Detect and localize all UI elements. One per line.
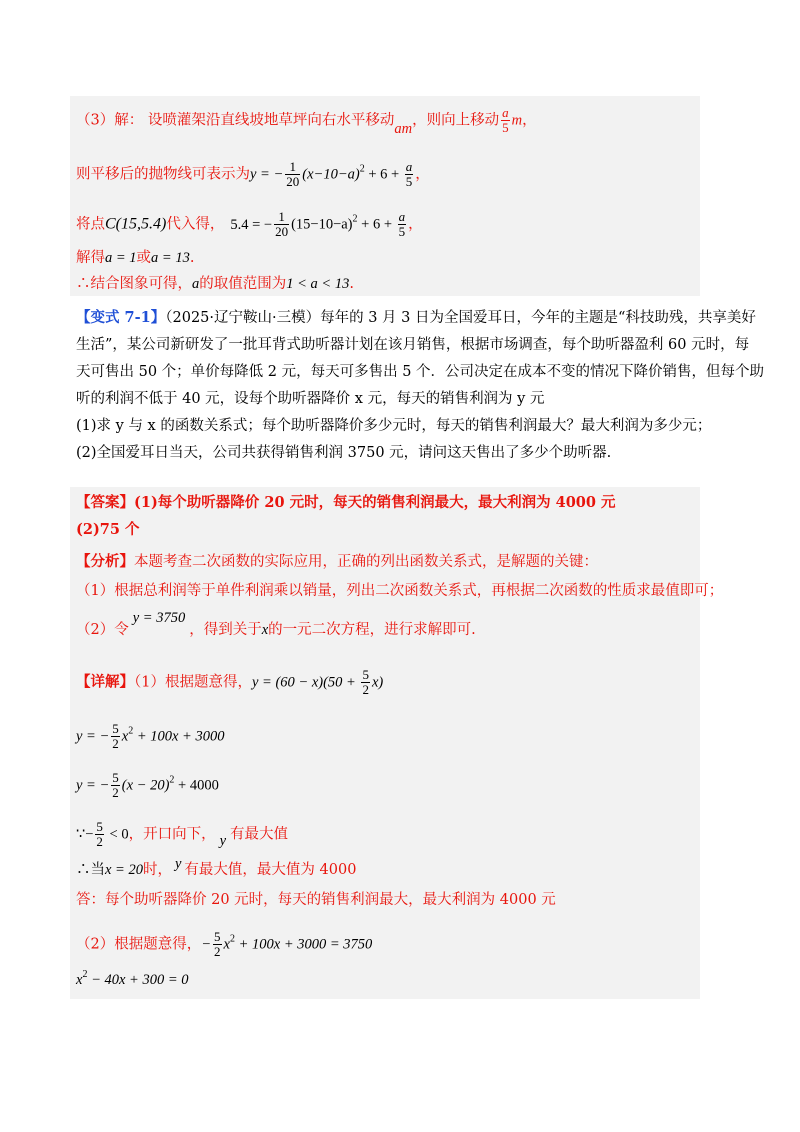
part3-label: （3）解：: [76, 112, 144, 129]
equation-2: y = − $\frac{5}{2}$ $(x - 20)^2 + 4000$: [76, 770, 219, 800]
part3-line3: 将点C(15,5.4)代入得， 5.4 = − $\frac{1}{20}$ $(15-10-a)^2 + 6$ + $\frac{a}{5}$ ，: [76, 209, 423, 239]
problem-line2: 生活”，某公司新研发了一批耳背式助听器计划在该月销售，根据市场调查，每个助听器盈利 60 元时，每: [76, 337, 750, 353]
variant-tag: 【变式 7-1】: [76, 309, 166, 326]
part3-line5: ∴结合图象可得，a的取值范围为1 < a < 13.: [76, 276, 354, 292]
part3-line2: 则平移后的抛物线可表示为y = − $\frac{1}{20}$ $(x-10-a)^2 + 6$ + $\frac{a}{5}$ ，: [76, 159, 430, 189]
answer-line1: 【答案】(1)每个助听器降价 20 元时，每天的销售利润最大，最大利润为 4000 元: [76, 494, 616, 511]
question-1: (1)求 y 与 x 的函数关系式；每个助听器降价多少元时，每天的销售利润最大？最大利润为多少元；: [76, 418, 712, 434]
problem-line3: 天可售出 50 个；单价每降低 2 元，每天可多售出 5 个．公司决定在成本不变的情况下降价销售，但每个助: [76, 364, 765, 380]
problem-line1: 【变式 7-1】（2025·辽宁鞍山·三模）每年的 3 月 3 日为全国爱耳日，今年的主题是“科技助残，共享美好: [76, 309, 756, 326]
answer-tag: 【答案】: [76, 494, 134, 511]
detail-line1: 【详解】（1）根据题意得，y = (60 − x)(50 + $\frac{5}{2}$ x): [76, 667, 384, 697]
answer-line2: (2)75 个: [76, 521, 140, 538]
analysis-tag: 【分析】: [76, 553, 134, 570]
equation-1: y = − $\frac{5}{2}$ $x^2 + 100x + 3000$: [76, 721, 225, 751]
question-2: (2)全国爱耳日当天，公司共获得销售利润 3750 元，请问这天售出了多少个助听器.: [76, 445, 612, 461]
equation-3: $x^2 - 40x + 300 = 0$: [76, 969, 189, 988]
inequality-line: ∵− $\frac{5}{2}$ < 0，开口向下， y 有最大值: [76, 819, 289, 849]
analysis-line: 【分析】本题考查二次函数的实际应用，正确的列出函数关系式，是解题的关键：: [76, 553, 598, 570]
answer-summary: 答：每个助听器降价 20 元时，每天的销售利润最大，最大利润为 4000 元: [76, 892, 556, 908]
part3-line1: （3）解： 设喷灌架沿直线坡地草坪向右水平移动am，则向上移动 $\frac{a}{5}$ m，: [76, 105, 537, 137]
analysis-point-1: （1）根据总利润等于单件利润乘以销量，列出二次函数关系式，再根据二次函数的性质求最值即可；: [76, 583, 724, 599]
detail-tag: 【详解】: [76, 673, 134, 691]
analysis-point-2: （2）令y = 3750，得到关于x的一元二次方程，进行求解即可.: [76, 610, 476, 638]
part3-line4: 解得a = 1或a = 13.: [76, 250, 195, 266]
max-line: ∴当x = 20时， y 有最大值，最大值为 4000: [76, 856, 357, 878]
problem-line4: 听的利润不低于 40 元，设每个助听器降价 x 元，每天的销售利润为 y 元: [76, 391, 545, 407]
detail-line2: （2）根据题意得，− $\frac{5}{2}$ $x^2 + 100x + 3000 = 3750$: [76, 929, 373, 959]
